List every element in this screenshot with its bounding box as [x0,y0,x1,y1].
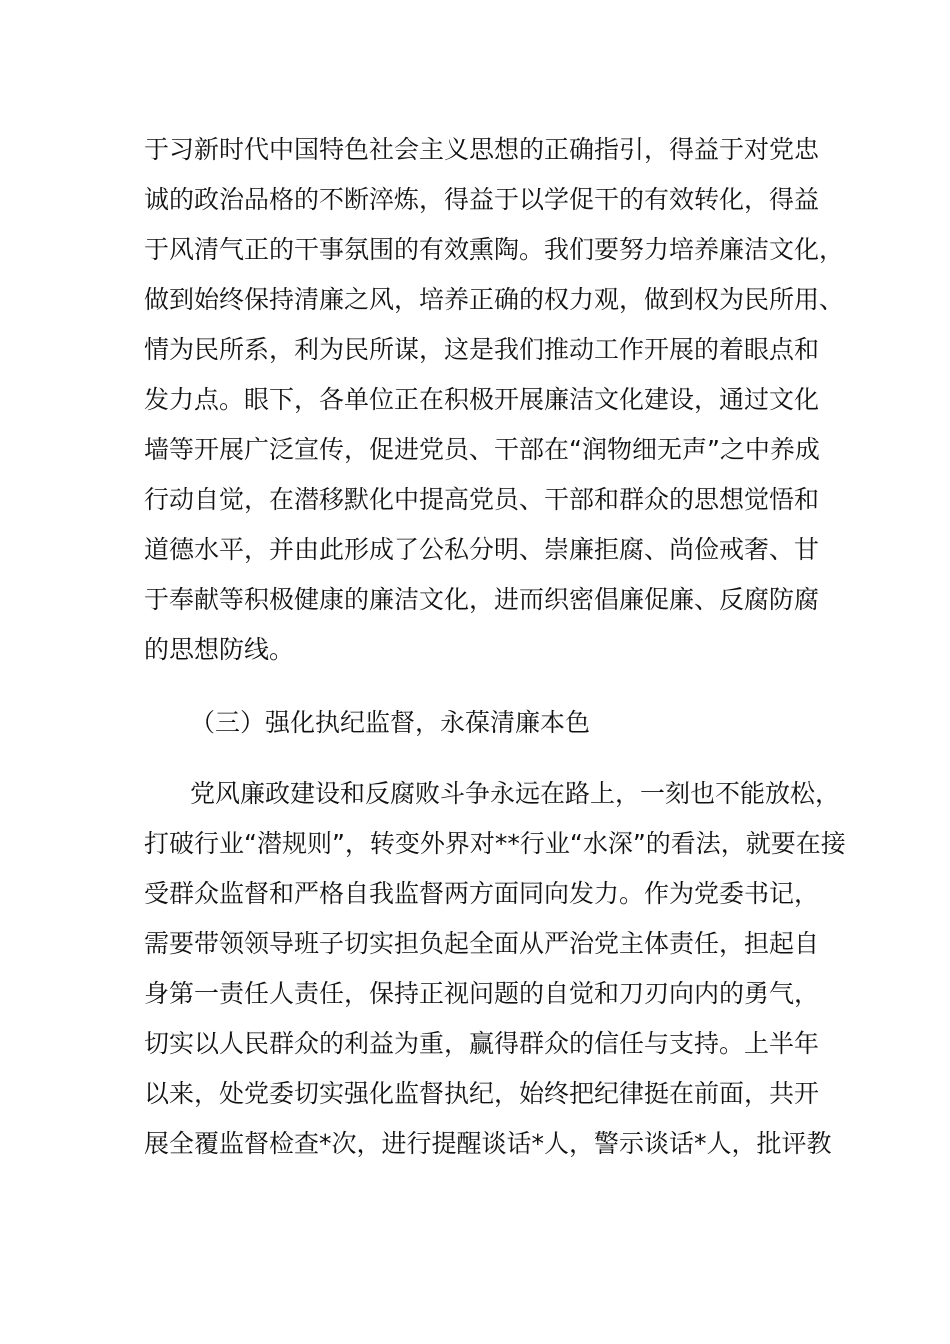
paragraph-line: 做到始终保持清廉之风，培养正确的权力观，做到权为民所用、 [144,285,845,314]
paragraph-line: 于习新时代中国特色社会主义思想的正确指引，得益于对党忠 [144,135,820,164]
section-heading: （三）强化执纪监督，永葆清廉本色 [190,708,591,737]
paragraph-line: 墙等开展广泛宣传，促进党员、干部在“润物细无声”之中养成 [144,435,820,464]
paragraph-line: 打破行业“潜规则”，转变外界对**行业“水深”的看法，就要在接 [144,829,846,858]
paragraph-line: 党风廉政建设和反腐败斗争永远在路上，一刻也不能放松， [190,779,841,808]
paragraph-line: 行动自觉，在潜移默化中提高党员、干部和群众的思想觉悟和 [144,485,820,514]
paragraph-line: 需要带领领导班子切实担负起全面从严治党主体责任，担起自 [144,929,820,958]
paragraph-line: 以来，处党委切实强化监督执纪，始终把纪律挺在前面，共开 [144,1079,820,1108]
paragraph-line: 道德水平，并由此形成了公私分明、崇廉拒腐、尚俭戒奢、甘 [144,535,820,564]
paragraph-line: 情为民所系，利为民所谋，这是我们推动工作开展的着眼点和 [144,335,820,364]
paragraph-line: 诚的政治品格的不断淬炼，得益于以学促干的有效转化，得益 [144,185,820,214]
paragraph-line: 的思想防线。 [144,635,295,664]
paragraph-line: 切实以人民群众的利益为重，赢得群众的信任与支持。上半年 [144,1029,820,1058]
paragraph-line: 于风清气正的干事氛围的有效熏陶。我们要努力培养廉洁文化， [144,235,845,264]
paragraph-line: 展全覆监督检查*次，进行提醒谈话*人，警示谈话*人，批评教 [144,1129,832,1158]
paragraph-line: 身第一责任人责任，保持正视问题的自觉和刀刃向内的勇气， [144,979,820,1008]
paragraph-line: 于奉献等积极健康的廉洁文化，进而织密倡廉促廉、反腐防腐 [144,585,820,614]
paragraph-line: 发力点。眼下，各单位正在积极开展廉洁文化建设，通过文化 [144,385,820,414]
paragraph-line: 受群众监督和严格自我监督两方面同向发力。作为党委书记， [144,879,820,908]
